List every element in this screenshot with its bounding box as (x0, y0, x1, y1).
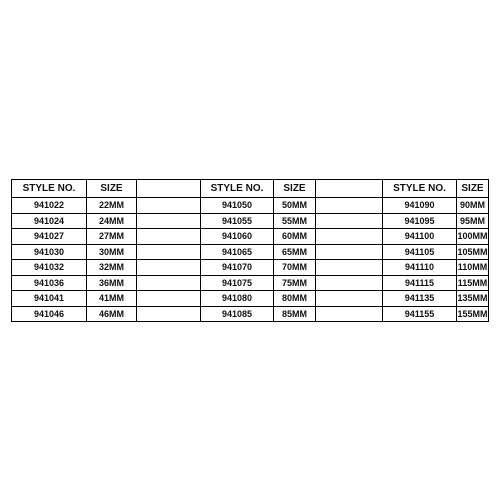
header-style-no-group-2: STYLE NO. (201, 180, 274, 198)
cell-size-group-3: 115MM (457, 275, 489, 291)
cell-spacer-group-1 (137, 291, 201, 307)
cell-style-no-group-2: 941065 (201, 244, 274, 260)
cell-style-no-group-1: 941036 (12, 275, 87, 291)
header-size-group-2: SIZE (274, 180, 316, 198)
cell-style-no-group-3: 941105 (383, 244, 457, 260)
cell-spacer-group-2 (316, 229, 383, 245)
table-row (12, 275, 489, 291)
table-row (12, 198, 489, 214)
cell-size-group-1: 41MM (87, 291, 137, 307)
cell-style-no-group-1: 941027 (12, 229, 87, 245)
cell-style-no-group-2: 941050 (201, 198, 274, 214)
cell-style-no-group-2: 941055 (201, 213, 274, 229)
cell-spacer-group-1 (137, 275, 201, 291)
cell-size-group-1: 36MM (87, 275, 137, 291)
header-size-group-3: SIZE (457, 180, 489, 198)
cell-style-no-group-2: 941085 (201, 306, 274, 322)
cell-style-no-group-3: 941095 (383, 213, 457, 229)
cell-size-group-3: 135MM (457, 291, 489, 307)
cell-spacer-group-1 (137, 229, 201, 245)
cell-style-no-group-3: 941115 (383, 275, 457, 291)
header-size-group-1: SIZE (87, 180, 137, 198)
cell-spacer-group-2 (316, 260, 383, 276)
cell-spacer-group-1 (137, 244, 201, 260)
cell-spacer-group-2 (316, 244, 383, 260)
table-row (12, 229, 489, 245)
cell-size-group-2: 55MM (274, 213, 316, 229)
cell-style-no-group-1: 941032 (12, 260, 87, 276)
cell-style-no-group-3: 941135 (383, 291, 457, 307)
cell-style-no-group-1: 941024 (12, 213, 87, 229)
cell-size-group-3: 90MM (457, 198, 489, 214)
cell-size-group-3: 155MM (457, 306, 489, 322)
table-row (12, 244, 489, 260)
cell-style-no-group-2: 941075 (201, 275, 274, 291)
cell-spacer-group-1 (137, 306, 201, 322)
cell-spacer-group-1 (137, 260, 201, 276)
cell-style-no-group-2: 941070 (201, 260, 274, 276)
cell-size-group-1: 30MM (87, 244, 137, 260)
header-style-no-group-3: STYLE NO. (383, 180, 457, 198)
cell-spacer-group-2 (316, 213, 383, 229)
cell-style-no-group-3: 941090 (383, 198, 457, 214)
cell-size-group-1: 32MM (87, 260, 137, 276)
cell-style-no-group-1: 941022 (12, 198, 87, 214)
header-spacer-group-2 (316, 180, 383, 198)
cell-spacer-group-1 (137, 213, 201, 229)
cell-size-group-2: 85MM (274, 306, 316, 322)
table-body (12, 180, 489, 322)
cell-style-no-group-1: 941030 (12, 244, 87, 260)
cell-style-no-group-2: 941080 (201, 291, 274, 307)
cell-size-group-2: 65MM (274, 244, 316, 260)
cell-style-no-group-2: 941060 (201, 229, 274, 245)
header-style-no-group-1: STYLE NO. (12, 180, 87, 198)
style-size-table (11, 179, 489, 322)
cell-size-group-3: 105MM (457, 244, 489, 260)
table-row (12, 291, 489, 307)
cell-size-group-1: 24MM (87, 213, 137, 229)
cell-size-group-2: 75MM (274, 275, 316, 291)
cell-style-no-group-3: 941110 (383, 260, 457, 276)
table-row (12, 213, 489, 229)
cell-size-group-2: 70MM (274, 260, 316, 276)
header-spacer-group-1 (137, 180, 201, 198)
cell-spacer-group-2 (316, 275, 383, 291)
table-row (12, 306, 489, 322)
cell-size-group-3: 95MM (457, 213, 489, 229)
cell-spacer-group-2 (316, 306, 383, 322)
cell-size-group-3: 100MM (457, 229, 489, 245)
table-header-row (12, 180, 489, 198)
cell-size-group-3: 110MM (457, 260, 489, 276)
cell-spacer-group-2 (316, 198, 383, 214)
cell-style-no-group-1: 941046 (12, 306, 87, 322)
cell-size-group-1: 27MM (87, 229, 137, 245)
cell-style-no-group-1: 941041 (12, 291, 87, 307)
cell-size-group-2: 60MM (274, 229, 316, 245)
table-row (12, 260, 489, 276)
cell-spacer-group-1 (137, 198, 201, 214)
cell-spacer-group-2 (316, 291, 383, 307)
cell-size-group-2: 80MM (274, 291, 316, 307)
cell-size-group-1: 46MM (87, 306, 137, 322)
cell-size-group-2: 50MM (274, 198, 316, 214)
cell-size-group-1: 22MM (87, 198, 137, 214)
cell-style-no-group-3: 941155 (383, 306, 457, 322)
cell-style-no-group-3: 941100 (383, 229, 457, 245)
